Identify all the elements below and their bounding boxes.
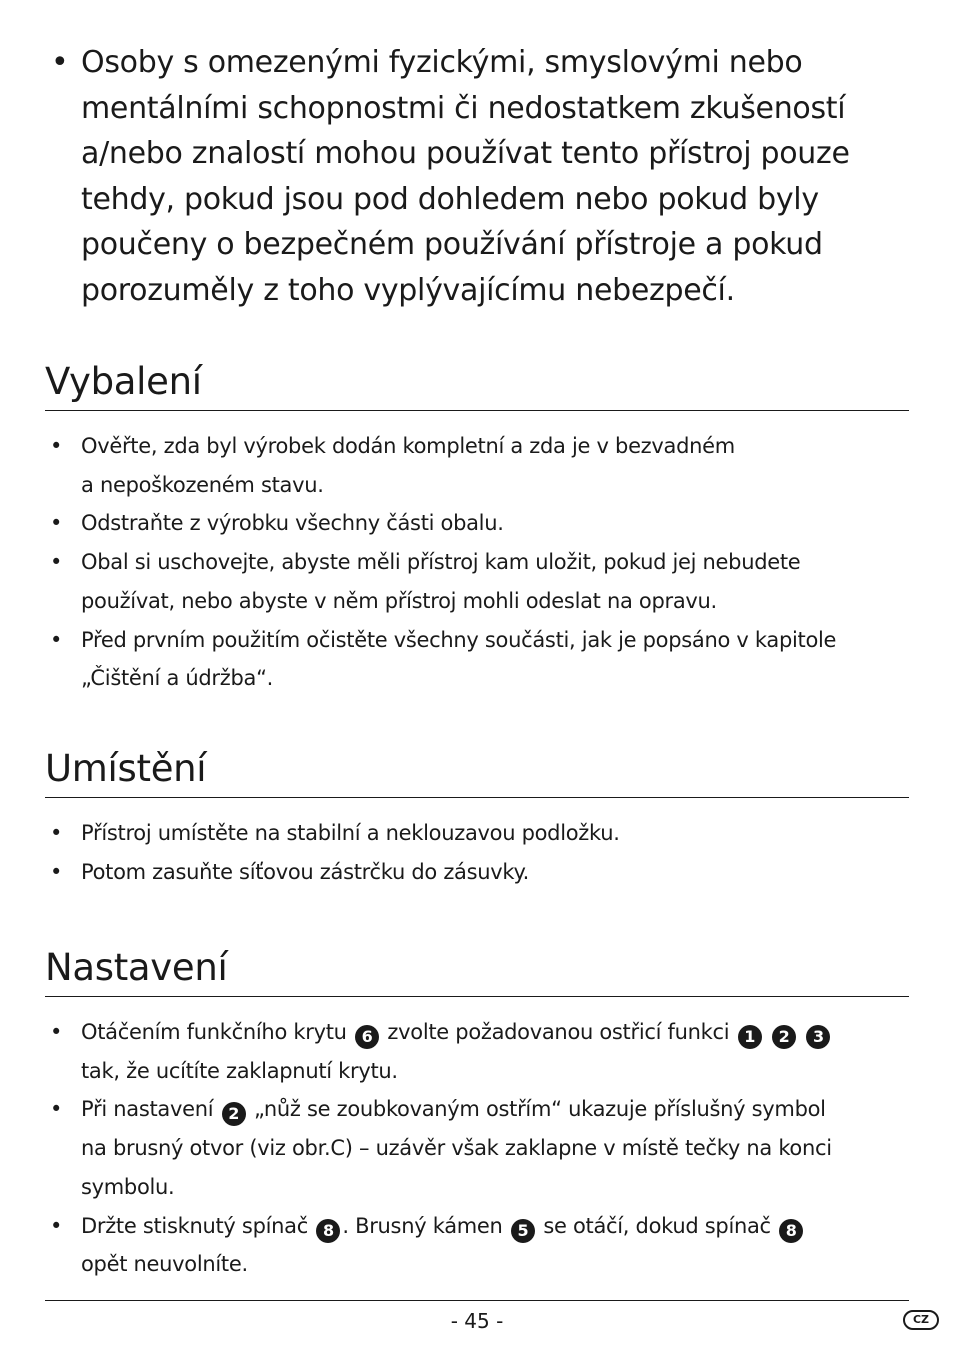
footer-divider [45,1300,909,1301]
section-title-placement: Umístění [45,747,909,798]
page-number: - 45 - [450,1309,504,1333]
settings-list [45,1013,909,1284]
list-item: • Otáčením funkčního krytu 6 zvolte požadovanou ostřicí funkci 1 2 3 tak, že ucítíte zaklapnutí krytu. [45,1013,909,1090]
section-placement [45,747,909,891]
list-item: • Ověřte, zda byl výrobek dodán kompletní a zda je v bezvadném a nepoškozeném stavu. [45,427,909,504]
part-number-badge: 3 [806,1025,830,1049]
list-item: • Při nastavení 2 „nůž se zoubkovaným ostřím“ ukazuje příslušný symbol na brusný otvor (viz obr.C) – uzávěr však zaklapne v místě tečky na konci symbolu. [45,1090,909,1206]
part-number-badge: 1 [738,1025,762,1049]
list-item: • Potom zasuňte síťovou zástrčku do zásuvky. [45,853,909,892]
list-item: • Odstraňte z výrobku všechny části obalu. [45,504,909,543]
part-number-badge: 6 [355,1025,379,1049]
list-item: • Přístroj umístěte na stabilní a neklouzavou podložku. [45,814,909,853]
section-unpacking [45,360,909,698]
intro-item: • Osoby s omezenými fyzickými, smyslovými nebo mentálními schopnostmi či nedostatkem zkušeností a/nebo znalostí mohou používat tento přístroj pouze tehdy, pokud jsou pod dohledem nebo pokud byly poučeny o bezpečném používání přístroje a pokud porozuměly z toho vyplývajícímu nebezpečí. [45,40,909,313]
part-number-badge: 2 [772,1025,796,1049]
section-title-unpacking: Vybalení [45,360,909,411]
intro-list [45,40,909,313]
part-number-badge: 5 [511,1219,535,1243]
placement-list [45,814,909,891]
list-item: • Před prvním použitím očistěte všechny součásti, jak je popsáno v kapitole „Čištění a údržba“. [45,621,909,698]
section-settings [45,946,909,1284]
list-item: • Držte stisknutý spínač 8 . Brusný kámen 5 se otáčí, dokud spínač 8 opět neuvolníte. [45,1207,909,1284]
part-number-badge: 8 [779,1219,803,1243]
language-badge: CZ [903,1310,939,1330]
part-number-badge: 2 [222,1102,246,1126]
list-item: • Obal si uschovejte, abyste měli přístroj kam uložit, pokud jej nebudete používat, nebo abyste v něm přístroj mohli odeslat na opravu. [45,543,909,620]
unpacking-list [45,427,909,698]
part-number-badge: 8 [316,1219,340,1243]
section-title-settings: Nastavení [45,946,909,997]
